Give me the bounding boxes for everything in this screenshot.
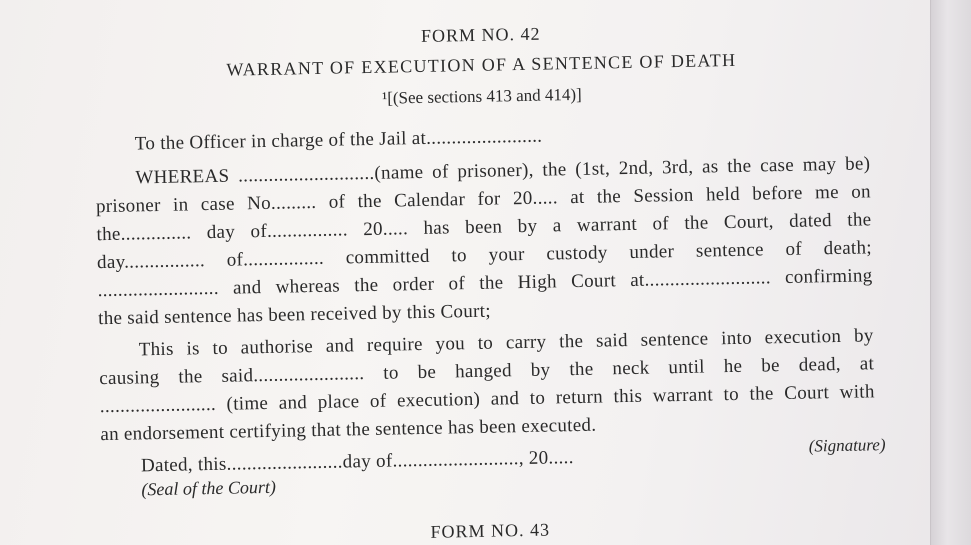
body-line-6: the said sentence has been received by this Court; [97,300,492,330]
body-line-2: prisoner in case No......... of the Calendar for 20..... at the Session held before me on [95,181,872,218]
order-line-1: This is to authorise and require you to carry the said sentence into execution by [138,325,874,361]
page-edge [930,0,971,545]
order-line-2: causing the said...................... to be hanged by the neck until he be dead, at [99,353,875,390]
body-line-5: ........................ and whereas the order of the High Court at......................... confirming [97,265,873,302]
signature-label: (Signature) [808,435,886,456]
addressee-line: To the Officer in charge of the Jail at....................... [134,125,543,155]
order-line-4: an endorsement certifying that the sentence has been executed. [100,414,597,446]
body-line-4: day................ of................ committed to your custody under sentence of death; [96,237,873,274]
next-form-heading: FORM NO. 43 [430,519,551,542]
body-line-3: the.............. day of................ 20..... has been by a warrant of the Court, dated the [96,209,872,246]
seal-label: (Seal of the Court) [141,476,277,500]
section-reference: ¹[(See sections 413 and 414)] [381,84,582,108]
form-number: FORM NO. 42 [420,23,541,46]
dated-line: Dated, this.......................day of........................., 20..... [140,447,574,477]
body-line-1: WHEREAS ...........................(name of prisoner), the (1st, 2nd, 3rd, as the case may be) [135,153,871,189]
form-title: WARRANT OF EXECUTION OF A SENTENCE OF DEATH [226,49,737,80]
order-line-3: ....................... (time and place of execution) and to return this warrant to the Court with [99,381,875,418]
